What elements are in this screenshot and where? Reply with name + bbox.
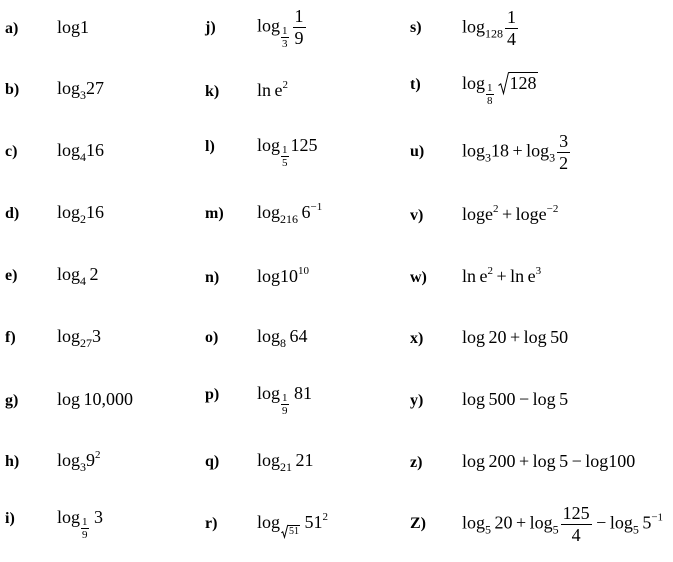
problem-label: t) bbox=[410, 76, 421, 94]
fraction-denominator: 2 bbox=[559, 152, 569, 173]
fraction-denominator: 9 bbox=[82, 528, 88, 541]
fraction-numerator: 1 bbox=[282, 24, 288, 37]
problem-expression bbox=[462, 203, 558, 226]
problem-column bbox=[410, 0, 673, 562]
problem-label: m) bbox=[205, 205, 224, 223]
problem-item bbox=[5, 202, 205, 226]
problem-expression bbox=[257, 265, 309, 288]
expression-text: + ln e bbox=[493, 265, 536, 286]
expression-text: log bbox=[57, 139, 81, 160]
problem-label: v) bbox=[410, 206, 424, 224]
problem-expression bbox=[257, 79, 288, 102]
fraction bbox=[293, 6, 306, 48]
superscript: 10 bbox=[298, 264, 310, 277]
problem-expression bbox=[462, 451, 635, 473]
expression-text: ln e bbox=[257, 79, 283, 100]
problem-label: f) bbox=[5, 328, 16, 346]
problem-expression bbox=[257, 201, 322, 226]
problem-label: k) bbox=[205, 82, 220, 100]
expression-text: 51 bbox=[301, 511, 323, 532]
expression-text: log bbox=[57, 450, 81, 471]
superscript: 2 bbox=[95, 449, 101, 462]
problem-expression bbox=[257, 450, 314, 474]
problem-expression bbox=[57, 264, 99, 288]
expression-text: log10 bbox=[257, 265, 299, 286]
problem-item bbox=[410, 72, 673, 107]
problem-label: p) bbox=[205, 385, 220, 403]
subscript-fraction bbox=[81, 516, 89, 541]
expression-text: log bbox=[57, 201, 81, 222]
expression-text: 6 bbox=[298, 202, 311, 223]
radicand: 128 bbox=[509, 73, 537, 94]
subscript: 5 bbox=[552, 522, 559, 537]
problem-label: w) bbox=[410, 268, 427, 286]
subscript-fraction bbox=[281, 144, 289, 169]
expression-text: log bbox=[257, 15, 281, 36]
problem-label: b) bbox=[5, 80, 20, 98]
problem-item bbox=[410, 503, 673, 545]
subscript: 2 bbox=[80, 211, 87, 226]
problem-expression bbox=[57, 449, 101, 474]
subscript: 3 bbox=[80, 87, 87, 102]
problem-label: q) bbox=[205, 452, 220, 470]
expression-text: + loge bbox=[498, 203, 547, 224]
subscript: 27 bbox=[80, 335, 93, 350]
problem-expression bbox=[462, 327, 568, 349]
expression-text: log bbox=[462, 73, 486, 94]
problem-item bbox=[410, 131, 673, 173]
problem-item bbox=[5, 389, 205, 411]
expression-text: log 500 − log 5 bbox=[462, 389, 569, 410]
problem-item bbox=[5, 78, 205, 102]
expression-text: 2 bbox=[86, 263, 99, 284]
problem-item bbox=[5, 17, 205, 39]
expression-text: log 20 + log 50 bbox=[462, 327, 569, 348]
superscript: −2 bbox=[546, 202, 559, 215]
problem-expression bbox=[57, 78, 104, 102]
problem-expression bbox=[257, 135, 318, 169]
fraction-numerator: 1 bbox=[282, 143, 288, 156]
problem-item bbox=[205, 265, 410, 288]
expression-text: log1 bbox=[57, 17, 90, 38]
problem-expression bbox=[57, 389, 133, 411]
fraction-denominator: 5 bbox=[282, 156, 288, 169]
subscript: 3 bbox=[80, 460, 87, 475]
problem-item bbox=[205, 135, 410, 169]
fraction bbox=[561, 503, 592, 545]
fraction-denominator: 9 bbox=[282, 404, 288, 417]
problem-label: i) bbox=[5, 509, 15, 527]
problem-label: c) bbox=[5, 142, 18, 160]
fraction bbox=[557, 131, 570, 173]
problem-label: n) bbox=[205, 268, 220, 286]
problem-label: g) bbox=[5, 392, 19, 410]
subscript: 3 bbox=[549, 150, 556, 165]
problem-expression bbox=[257, 326, 308, 350]
problem-item bbox=[410, 7, 673, 49]
superscript: −1 bbox=[310, 201, 323, 214]
expression-text: 3 bbox=[90, 506, 104, 527]
problem-expression bbox=[257, 383, 312, 417]
expression-text: log 10,000 bbox=[57, 389, 134, 410]
problem-label: Z) bbox=[410, 515, 426, 533]
subscript-square-root bbox=[281, 525, 300, 538]
problem-expression bbox=[462, 503, 663, 545]
expression-text: log bbox=[57, 506, 81, 527]
expression-text: log bbox=[462, 16, 486, 37]
expression-text: 3 bbox=[92, 325, 102, 346]
subscript: 4 bbox=[80, 273, 87, 288]
fraction bbox=[505, 7, 518, 49]
expression-text: log bbox=[257, 382, 281, 403]
fraction-denominator: 8 bbox=[487, 95, 493, 108]
expression-text: 18 + log bbox=[491, 140, 550, 161]
problem-label: s) bbox=[410, 19, 422, 37]
subscript: 4 bbox=[80, 149, 87, 164]
superscript: 3 bbox=[535, 264, 542, 277]
problem-item bbox=[5, 140, 205, 164]
problem-expression bbox=[57, 17, 89, 39]
fraction-numerator: 1 bbox=[507, 6, 517, 27]
subscript: 216 bbox=[280, 212, 299, 227]
problem-item bbox=[205, 201, 410, 226]
problem-item bbox=[205, 383, 410, 417]
fraction-numerator: 1 bbox=[82, 515, 88, 528]
radical-sign bbox=[281, 525, 288, 538]
fraction-numerator: 1 bbox=[487, 82, 493, 95]
problem-item bbox=[205, 511, 410, 538]
problem-item bbox=[410, 203, 673, 226]
problem-label: h) bbox=[5, 453, 20, 471]
problem-expression bbox=[462, 131, 571, 173]
radicand: 51 bbox=[289, 525, 300, 537]
problem-item bbox=[205, 326, 410, 350]
subscript: 128 bbox=[485, 26, 504, 41]
expression-text: 125 bbox=[290, 134, 318, 155]
problem-column bbox=[5, 0, 205, 562]
problem-label: a) bbox=[5, 20, 19, 38]
subscript: 8 bbox=[280, 335, 287, 350]
superscript: 2 bbox=[282, 78, 288, 91]
problem-label: o) bbox=[205, 328, 219, 346]
problem-expression bbox=[462, 265, 541, 288]
problem-label: d) bbox=[5, 204, 20, 222]
expression-text: 81 bbox=[290, 382, 313, 403]
problem-item bbox=[205, 450, 410, 474]
problem-item bbox=[410, 451, 673, 473]
fraction-numerator: 3 bbox=[559, 130, 569, 151]
problem-label: j) bbox=[205, 18, 216, 36]
expression-text: log bbox=[257, 449, 281, 470]
problem-label: l) bbox=[205, 137, 215, 155]
problem-expression bbox=[57, 140, 104, 164]
fraction-denominator: 3 bbox=[282, 37, 288, 50]
expression-text: − log bbox=[592, 512, 633, 533]
fraction-numerator: 125 bbox=[562, 502, 590, 523]
problem-label: x) bbox=[410, 330, 424, 348]
problem-item bbox=[5, 449, 205, 474]
expression-text: 9 bbox=[86, 450, 96, 471]
expression-text: log bbox=[57, 263, 81, 284]
subscript: 5 bbox=[632, 522, 639, 537]
expression-text: log bbox=[257, 134, 281, 155]
problem-item bbox=[410, 327, 673, 349]
problem-column bbox=[205, 0, 410, 562]
problem-expression bbox=[57, 507, 103, 541]
square-root bbox=[498, 72, 538, 95]
problem-item bbox=[205, 6, 410, 49]
expression-text: 21 bbox=[292, 449, 314, 470]
problem-item bbox=[410, 265, 673, 288]
expression-text: 16 bbox=[86, 201, 105, 222]
superscript: −1 bbox=[651, 511, 664, 524]
problem-expression bbox=[57, 202, 104, 226]
fraction-numerator: 1 bbox=[294, 6, 304, 27]
superscript: 2 bbox=[322, 510, 329, 523]
expression-text: loge bbox=[462, 203, 493, 224]
subscript-fraction bbox=[281, 25, 289, 50]
problem-expression bbox=[57, 326, 101, 350]
subscript-fraction bbox=[281, 392, 289, 417]
problem-label: z) bbox=[410, 454, 423, 472]
problem-expression bbox=[257, 6, 307, 49]
expression-text: log bbox=[57, 325, 81, 346]
fraction-numerator: 1 bbox=[282, 391, 288, 404]
problem-expression bbox=[462, 389, 568, 411]
problem-label: y) bbox=[410, 392, 424, 410]
expression-text: 5 bbox=[638, 512, 652, 533]
expression-text: log bbox=[257, 325, 281, 346]
expression-text: log bbox=[57, 77, 81, 98]
expression-text: 27 bbox=[86, 77, 105, 98]
expression-text: 64 bbox=[286, 325, 308, 346]
radical-sign bbox=[498, 72, 509, 95]
expression-text: 20 + log bbox=[491, 512, 553, 533]
problem-item bbox=[5, 264, 205, 288]
fraction-denominator: 4 bbox=[571, 524, 581, 545]
problem-item bbox=[410, 389, 673, 411]
problem-expression bbox=[462, 7, 519, 49]
superscript: 2 bbox=[487, 264, 493, 277]
subscript: 3 bbox=[485, 150, 492, 165]
superscript: 2 bbox=[493, 202, 499, 215]
problem-label: r) bbox=[205, 514, 218, 532]
problem-expression bbox=[257, 511, 328, 538]
fraction-denominator: 9 bbox=[294, 27, 304, 48]
problem-item bbox=[5, 507, 205, 541]
subscript: 5 bbox=[485, 522, 492, 537]
expression-text: ln e bbox=[462, 265, 488, 286]
problem-item bbox=[205, 79, 410, 102]
expression-text: log bbox=[462, 512, 486, 533]
subscript: 21 bbox=[280, 459, 293, 474]
expression-text: log 200 + log 5 − log100 bbox=[462, 451, 636, 472]
problem-item bbox=[5, 326, 205, 350]
problem-label: u) bbox=[410, 143, 425, 161]
problem-expression bbox=[462, 72, 538, 107]
expression-text: log bbox=[462, 140, 486, 161]
fraction-denominator: 4 bbox=[507, 28, 517, 49]
expression-text: log bbox=[257, 511, 281, 532]
expression-text: 16 bbox=[86, 139, 105, 160]
problem-label: e) bbox=[5, 266, 18, 284]
subscript-fraction bbox=[486, 82, 494, 107]
expression-text: log bbox=[257, 202, 281, 223]
